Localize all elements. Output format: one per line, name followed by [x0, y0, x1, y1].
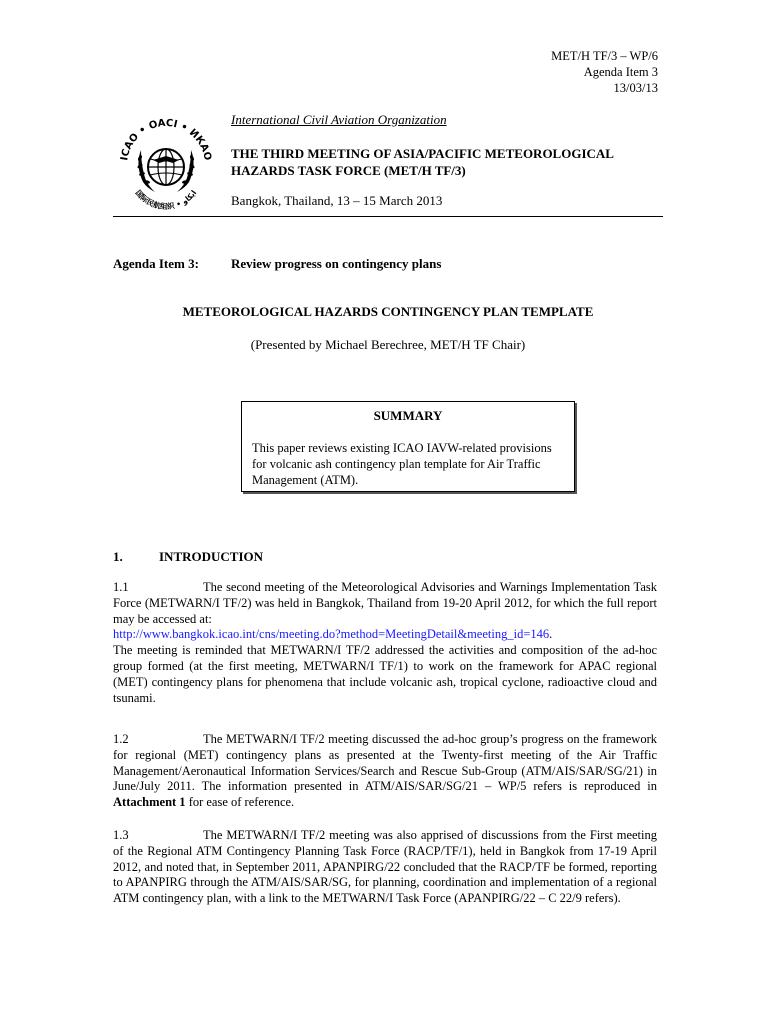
meeting-report-link[interactable]: http://www.bangkok.icao.int/cns/meeting.do?method=MeetingDetail&meeting_id=146 — [113, 627, 550, 642]
doc-ref-number: MET/H TF/3 – WP/6 — [551, 49, 658, 63]
doc-date: 13/03/13 — [613, 81, 658, 95]
doc-agenda-item: Agenda Item 3 — [583, 65, 658, 79]
document-reference — [551, 48, 658, 96]
paragraph-text: for ease of reference. — [188, 795, 295, 810]
meeting-venue: Bangkok, Thailand, 13 – 15 March 2013 — [231, 193, 443, 208]
svg-text:国际民航组织 • ايكاو — [134, 188, 199, 212]
paragraph-1-1 — [113, 580, 657, 706]
presented-by: (Presented by Michael Berechree, MET/H TF Chair) — [250, 337, 526, 352]
document-title: METEOROLOGICAL HAZARDS CONTINGENCY PLAN TEMPLATE — [182, 304, 594, 319]
paragraph-1-2 — [113, 732, 657, 811]
link-period: . — [549, 627, 553, 642]
summary-box — [241, 401, 575, 492]
icao-emblem-icon — [113, 112, 219, 218]
paragraph-number: 1.2 — [113, 732, 129, 746]
logo-top-text: ICAO • OACI • ИКАО — [119, 117, 213, 162]
paragraph-number: 1.3 — [113, 828, 129, 842]
paragraph-text: The METWARN/I TF/2 meeting was also apprised of discussions from the First meeting of the Regional ATM Contingency Planning Task Force (RACP/TF/1), held in Bangkok from 17-19 April 2012, and noted that, in September 2011, APANPIRG/22 concluded that the RACP/TF be formed, reporting to APANPIRG through the ATM/AIS/SAR/SG, for planning, coordination and implementation of a regional ATM contingency plan, with a link to the METWARN/I Task Force (APANPIRG/22 – C 22/9 refers). — [113, 828, 657, 906]
paragraph-number: 1.1 — [113, 580, 129, 594]
section-title: INTRODUCTION — [159, 549, 264, 564]
agenda-title: Review progress on contingency plans — [231, 256, 442, 271]
logo-bottom-text: 国际民航组织 • ايكاو — [133, 188, 199, 212]
meeting-title: THE THIRD MEETING OF ASIA/PACIFIC METEOROLOGICAL HAZARDS TASK FORCE (MET/H TF/3) — [231, 146, 614, 178]
summary-text: This paper reviews existing ICAO IAVW-related provisions for volcanic ash contingency plan template for Air Traffic Management (ATM). — [252, 441, 552, 487]
paragraph-text: The second meeting of the Meteorological Advisories and Warnings Implementation Task Force (METWARN/I TF/2) was held in Bangkok, Thailand from 19-20 April 2012, for which the full report may be accessed at: — [113, 580, 657, 626]
header-divider — [113, 216, 663, 217]
section-number: 1. — [113, 549, 123, 564]
summary-heading: SUMMARY — [373, 408, 443, 423]
paragraph-text: The METWARN/I TF/2 meeting discussed the ad-hoc group’s progress on the framework for regional (MET) contingency plans as presented at the Twenty-first meeting of the Air Traffic Management/Aeronautical Information Services/Search and Rescue Sub-Group (ATM/AIS/SAR/SG/21) in June/July 2011. The information presented in ATM/AIS/SAR/SG/21 – WP/5 refers is reproduced in — [113, 732, 657, 794]
paragraph-text: The meeting is reminded that METWARN/I TF/2 addressed the activities and composition of the ad-hoc group formed (at the first meeting, METWARN/I TF/1) to work on the framework for APAC regional (MET) contingency plans for phenomena that include volcanic ash, tropical cyclone, radioactive cloud and tsunami. — [113, 643, 657, 705]
agenda-label: Agenda Item 3: — [113, 256, 199, 271]
attachment-reference: Attachment 1 — [113, 795, 186, 810]
organization-name: International Civil Aviation Organization — [231, 112, 447, 127]
paragraph-1-3 — [113, 828, 657, 907]
